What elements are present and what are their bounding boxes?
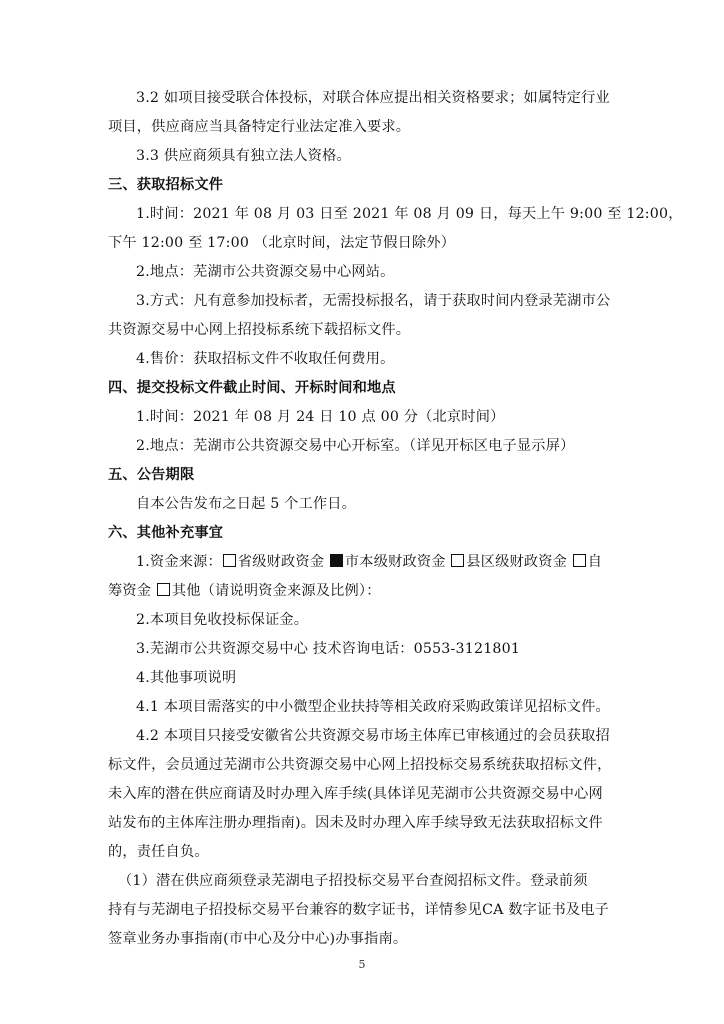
obtain-location: 2.地点：芜湖市公共资源交易中心网站。 — [136, 264, 395, 280]
fund-source-line2 — [108, 577, 628, 606]
fund-source-line1 — [136, 548, 628, 577]
clause-3-2-line1: 3.2 如项目接受联合体投标，对联合体应提出相关资格要求；如属特定行业 — [136, 90, 610, 106]
option-city: 市本级财政资金 — [344, 554, 446, 570]
deadline-time: 1.时间：2021 年 08 月 24 日 10 点 00 分（北京时间） — [136, 409, 505, 425]
obtain-time-line1: 1.时间：2021 年 08 月 03 日至 2021 年 08 月 09 日，每天上午 9:00 至 12:00， — [136, 206, 683, 222]
checkbox-self-raised — [573, 554, 586, 567]
option-self-raised-part2: 筹资金 — [108, 583, 152, 599]
option-other: 其他（请说明资金来源及比例）： — [171, 583, 381, 599]
clause-4-1: 4.1 本项目需落实的中小微型企业扶持等相关政府采购政策详见招标文件。 — [136, 699, 610, 715]
item-1-line2: 持有与芜湖电子招投标交易平台兼容的数字证书，详情参见CA 数字证书及电子 — [108, 902, 610, 918]
deadline-location: 2.地点：芜湖市公共资源交易中心开标室。（详见开标区电子显示屏） — [136, 438, 575, 454]
clause-4-2-line5: 的，责任自负。 — [108, 844, 209, 860]
clause-4-2-line1: 4.2 本项目只接受安徽省公共资源交易市场主体库已审核通过的会员获取招 — [136, 728, 610, 744]
section-heading-3: 三、获取招标文件 — [108, 177, 224, 193]
clause-4-2-line2: 标文件，会员通过芜湖市公共资源交易中心网上招投标交易系统获取招标文件， — [108, 757, 612, 773]
obtain-method-line2: 共资源交易中心网上招投标系统下载招标文件。 — [108, 322, 411, 338]
checkbox-county — [451, 554, 464, 567]
option-county: 县区级财政资金 — [466, 554, 568, 570]
checkbox-city-checked — [330, 554, 343, 567]
bid-deposit-note: 2.本项目免收投标保证金。 — [136, 612, 309, 628]
notice-period: 自本公告发布之日起 5 个工作日。 — [136, 496, 357, 512]
item-1-line1: （1）潜在供应商须登录芜湖电子招投标交易平台查阅招标文件。登录前须 — [118, 873, 588, 889]
clause-3-2-line2: 项目，供应商应当具备特定行业法定准入要求。 — [108, 119, 411, 135]
fund-source-label: 1.资金来源： — [136, 554, 222, 570]
other-matters-heading: 4.其他事项说明 — [136, 670, 237, 686]
clause-4-2-line4: 站发布的主体库注册办理指南)。因未及时办理入库手续导致无法获取招标文件 — [108, 815, 603, 831]
clause-4-2-line3: 未入库的潜在供应商请及时办理入库手续(具体详见芜湖市公共资源交易中心网 — [108, 786, 603, 802]
page-number: 5 — [358, 958, 366, 971]
obtain-time-line2: 下午 12:00 至 17:00 （北京时间，法定节假日除外） — [108, 235, 456, 251]
tech-support-phone: 3.芜湖市公共资源交易中心 技术咨询电话：0553-3121801 — [136, 641, 521, 657]
item-1-line3: 签章业务办事指南(市中心及分中心)办事指南。 — [108, 931, 408, 947]
checkbox-other — [157, 583, 170, 596]
option-provincial: 省级财政资金 — [237, 554, 325, 570]
option-self-raised-part1: 自 — [587, 554, 603, 570]
clause-3-3: 3.3 供应商须具有独立法人资格。 — [136, 148, 351, 164]
checkbox-provincial — [223, 554, 236, 567]
section-heading-6: 六、其他补充事宜 — [108, 525, 224, 541]
obtain-price: 4.售价：获取招标文件不收取任何费用。 — [136, 351, 395, 367]
obtain-method-line1: 3.方式：凡有意参加投标者，无需投标报名，请于获取时间内登录芜湖市公 — [136, 293, 611, 309]
section-heading-4: 四、提交投标文件截止时间、开标时间和地点 — [108, 380, 396, 396]
section-heading-5: 五、公告期限 — [108, 467, 195, 483]
